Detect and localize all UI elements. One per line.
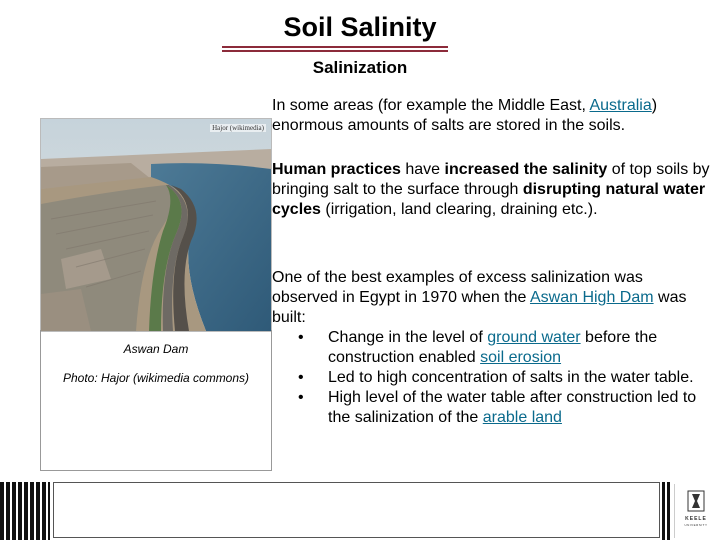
para2-text-2: of top soils by bringing salt to the surface through [272,161,710,198]
bullet-text: before the construction enabled [328,329,658,366]
australia-link[interactable]: Australia [589,97,652,114]
para2-bold-2: increased the salinity [444,161,608,178]
logo-text [675,516,717,528]
bullet-text: High level of the water table after construction led to the salinization of the [328,389,697,426]
list-item [272,368,712,388]
university-logo [674,484,717,538]
title-rule-top [222,46,448,48]
caption-title: Aswan Dam [123,342,189,356]
para1-text-before: In some areas (for example the Middle East, [272,97,590,114]
paragraph-human-practices [272,160,712,220]
para2-bold-1: Human practices [272,161,401,178]
para2-bold-3: disrupting natural water cycles [272,181,706,218]
dam-illustration [41,119,271,331]
footer-stripes-right [662,482,672,540]
bullet-text: Change in the level of [328,329,488,346]
slide-subtitle: Salinization [312,58,408,77]
aswan-high-dam-link[interactable]: Aswan High Dam [529,289,654,306]
keele-crest-icon [687,490,705,512]
para3-text-after: was built: [272,289,687,326]
bullet-text: Led to high concentration of salts in the water table. [328,369,694,386]
slide-title: Soil Salinity [283,12,437,42]
footer-panel [53,482,660,538]
logo-name: KEELE [685,516,707,522]
caption-credit: Photo: Hajor (wikimedia commons) [62,371,250,385]
title-rule-bottom [222,50,448,52]
arable-land-link[interactable]: arable land [482,409,562,426]
soil-erosion-link[interactable]: soil erosion [480,349,562,366]
paragraph-egypt [272,268,712,428]
para2-text-3: (irrigation, land clearing, draining etc.). [320,201,598,218]
effects-list [272,328,712,428]
footer-stripes-left [0,482,50,540]
photo-credit-overlay: Hajor (wikimedia) [212,124,264,132]
para3-text-before: One of the best examples of excess salinization was observed in Egypt in 1970 when the [272,269,643,306]
ground-water-link[interactable]: ground water [487,329,581,346]
logo-sub: UNIVERSITY [684,523,708,527]
paragraph-intro [272,96,712,136]
list-item [272,328,712,368]
list-item [272,388,712,428]
para1-text-after: ) enormous amounts of salts are stored in the soils. [272,97,658,134]
para2-text-1: have [400,161,445,178]
aswan-dam-photo [40,118,272,332]
photo-caption [40,330,272,471]
